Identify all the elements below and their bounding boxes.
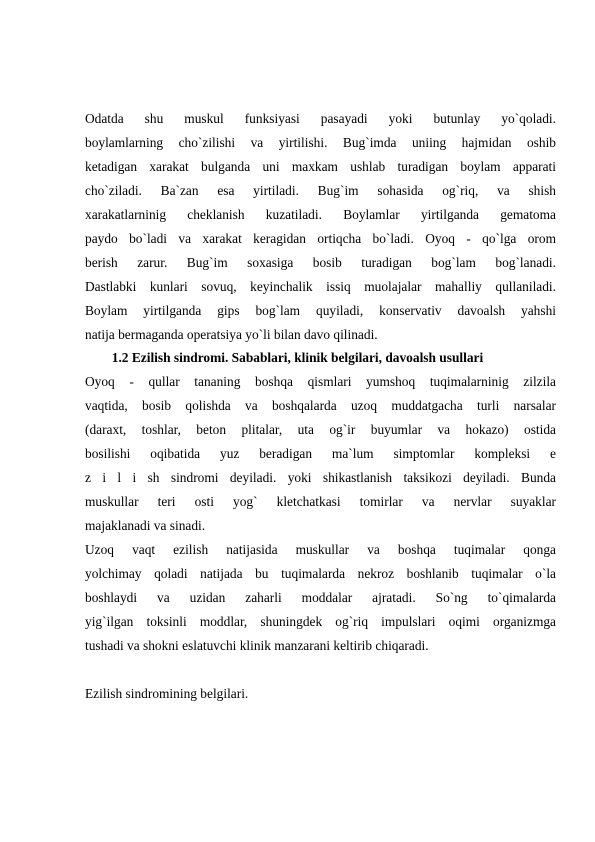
text-line: Dastlabki kunlari sovuq, keyinchalik issiq muolajalar mahalliy qullaniladi. <box>85 279 556 294</box>
text-line: boshlaydi va uzidan zaharli moddalar ajratadi. So`ng to`qimalarda <box>85 590 556 605</box>
section-heading: 1.2 Ezilish sindromi. Sabablari, klinik belgilari, davoalsh usullari <box>111 350 484 365</box>
text-line: muskullar teri osti yog` kletchatkasi tomirlar va nervlar suyaklar <box>85 494 556 509</box>
text-line: boylamlarning cho`zilishi va yirtilishi. Bug`imda uniing hajmidan oshib <box>85 135 556 150</box>
text-line: cho`ziladi. Ba`zan esa yirtiladi. Bug`im sohasida og`riq, va shish <box>85 183 556 198</box>
text-line: Ezilish sindromining belgilari. <box>85 686 249 701</box>
text-line: paydo bo`ladi va xarakat keragidan ortiqcha bo`ladi. Oyoq - qo`lga orom <box>85 231 556 246</box>
text-line: Boylam yirtilganda gips bog`lam quyiladi, konservativ davoalsh yahshi <box>85 303 556 318</box>
text-line: natija bermaganda operatsiya yo`li bilan davo qilinadi. <box>85 327 378 342</box>
text-line: bosilishi oqibatida yuz beradigan ma`lum simptomlar kompleksi e <box>85 446 556 461</box>
text-line: Uzoq vaqt ezilish natijasida muskullar va boshqa tuqimalar qonga <box>85 542 556 557</box>
text-line: (daraxt, toshlar, beton plitalar, uta og`ir buyumlar va hokazo) ostida <box>85 422 556 437</box>
text-line: yolchimay qoladi natijada bu tuqimalarda nekroz boshlanib tuqimalar o`la <box>85 566 556 581</box>
text-line: Odatda shu muskul funksiyasi pasayadi yoki butunlay yo`qoladi. <box>85 111 556 126</box>
text-line: ketadigan xarakat bulganda uni maxkam ushlab turadigan boylam apparati <box>85 159 556 174</box>
text-line: xarakatlarninig cheklanish kuzatiladi. Boylamlar yirtilganda gematoma <box>85 207 556 222</box>
text-line: yig`ilgan toksinli moddlar, shuningdek og`riq impulslari oqimi organizmga <box>85 614 556 629</box>
text-line: berish zarur. Bug`im soxasiga bosib turadigan bog`lam bog`lanadi. <box>85 255 556 270</box>
text-line: Oyoq - qullar tananing boshqa qismlari yumshoq tuqimalarninig zilzila <box>85 374 556 389</box>
text-line: vaqtida, bosib qolishda va boshqalarda uzoq muddatgacha turli narsalar <box>85 398 556 413</box>
text-line: majaklanadi va sinadi. <box>85 518 206 533</box>
text-line: z i l i sh sindromi deyiladi. yoki shikastlanish taksikozi deyiladi. Bunda <box>85 470 556 485</box>
text-line: tushadi va shokni eslatuvchi klinik manzarani keltirib chiqaradi. <box>85 638 429 653</box>
